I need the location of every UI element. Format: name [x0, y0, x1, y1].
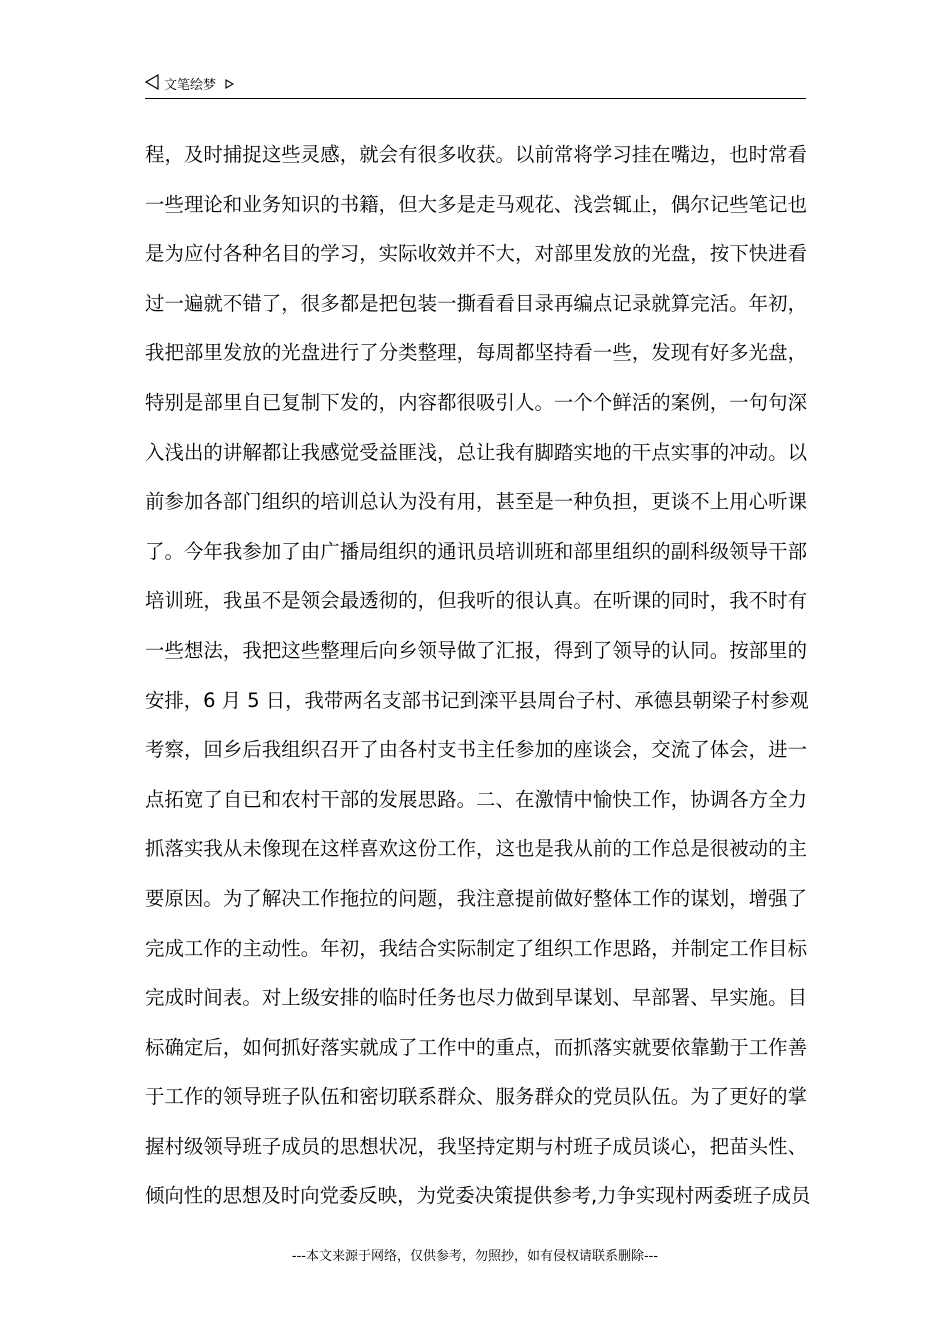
- text-line: 我把部里发放的光盘进行了分类整理，每周都坚持看一些，发现有好多光盘，: [145, 341, 807, 365]
- text-line: 是为应付各种名目的学习，实际收效并不大，对部里发放的光盘，按下快进看: [145, 242, 807, 266]
- triangle-left-outline-icon: [145, 74, 159, 97]
- text-line: 标确定后，如何抓好落实就成了工作中的重点，而抓落实就要依靠勤于工作善: [145, 1035, 807, 1059]
- text-line: 完成时间表。对上级安排的临时任务也尽力做到早谋划、早部署、早实施。目: [145, 986, 807, 1010]
- text-line: 考察，回乡后我组织召开了由各村支书主任参加的座谈会，交流了体会，进一: [145, 738, 807, 762]
- text-line: 要原因。为了解决工作拖拉的问题，我注意提前做好整体工作的谋划，增强了: [145, 886, 807, 910]
- text-line: 特别是部里自已复制下发的，内容都很吸引人。一个个鲜活的案例，一句句深: [145, 390, 807, 414]
- text-line: 了。今年我参加了由广播局组织的通讯员培训班和部里组织的副科级领导干部: [145, 539, 807, 563]
- text-line: 点拓宽了自已和农村干部的发展思路。二、在激情中愉快工作，协调各方全力: [145, 787, 807, 811]
- page-footer-disclaimer: ---本文来源于网络，仅供参考，勿照抄，如有侵权请联系删除---: [291, 1249, 659, 1264]
- text-line: 入浅出的讲解都让我感觉受益匪浅，总让我有脚踏实地的干点实事的冲动。以: [145, 440, 807, 464]
- text-line: 过一遍就不错了，很多都是把包装一撕看看目录再编点记录就算完活。年初，: [145, 291, 807, 315]
- text-line: 一些理论和业务知识的书籍，但大多是走马观花、浅尝辄止，偶尔记些笔记也: [145, 192, 807, 216]
- text-line: 完成工作的主动性。年初，我结合实际制定了组织工作思路，并制定工作目标: [145, 936, 807, 960]
- text-line: 安排，6 月 5 日，我带两名支部书记到滦平县周台子村、承德县朝梁子村参观: [145, 688, 809, 712]
- text-line: 培训班，我虽不是领会最透彻的，但我听的很认真。在听课的同时，我不时有: [145, 589, 807, 613]
- triangle-right-outline-icon: [225, 79, 234, 89]
- text-line: 程，及时捕捉这些灵感，就会有很多收获。以前常将学习挂在嘴边，也时常看: [145, 143, 807, 166]
- document-body: [145, 130, 811, 1221]
- text-line: 倾向性的思想及时向党委反映，为党委决策提供参考,力争实现村两委班子成员: [145, 1184, 811, 1208]
- page-header: [145, 72, 806, 99]
- header-title-group: [145, 74, 234, 97]
- text-line: 前参加各部门组织的培训总认为没有用，甚至是一种负担，更谈不上用心听课: [145, 490, 807, 514]
- text-line: 握村级领导班子成员的思想状况，我坚持定期与村班子成员谈心，把苗头性、: [145, 1134, 807, 1158]
- text-line: 抓落实我从未像现在这样喜欢这份工作，这也是我从前的工作总是很被动的主: [145, 837, 807, 861]
- header-title: 文笔绘梦: [164, 77, 217, 93]
- text-line: 一些想法，我把这些整理后向乡领导做了汇报，得到了领导的认同。按部里的: [145, 638, 807, 662]
- text-line: 于工作的领导班子队伍和密切联系群众、服务群众的党员队伍。为了更好的掌: [145, 1085, 807, 1109]
